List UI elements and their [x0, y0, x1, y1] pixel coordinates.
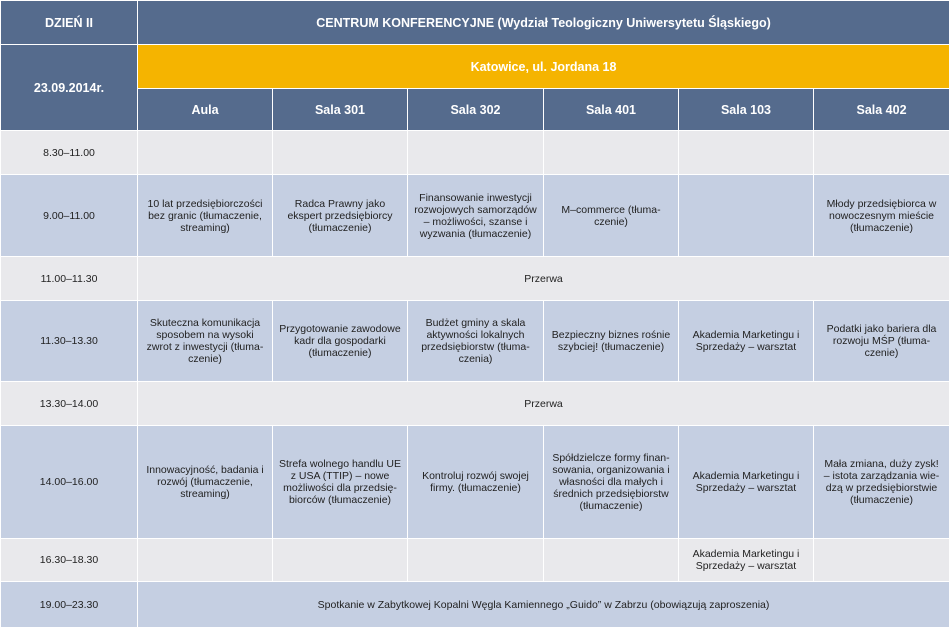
session-cell: [679, 131, 814, 175]
table-row: [1, 175, 949, 257]
table-row: [1, 582, 949, 628]
session-cell: Akademia Marketingu i Sprzedaży – warsztat: [679, 426, 814, 539]
session-cell: Mała zmiana, duży zysk! – istota zarządzania wie-dzą w przedsiębiorstwie (tłumaczenie): [814, 426, 949, 539]
session-cell: Młody przedsiębiorca w nowoczesnym mieście (tłumaczenie): [814, 175, 949, 257]
session-cell: [273, 539, 408, 582]
time-slot: 11.30–13.30: [1, 301, 138, 382]
venue-title: CENTRUM KONFERENCYJNE (Wydział Teologiczny Uniwersytetu Śląskiego): [138, 1, 949, 45]
session-cell: [679, 175, 814, 257]
session-cell: [544, 539, 679, 582]
table-row: [1, 301, 949, 382]
time-slot: 9.00–11.00: [1, 175, 138, 257]
break-cell: Przerwa: [138, 382, 949, 426]
table-row: [1, 257, 949, 301]
session-cell: [408, 131, 544, 175]
time-slot: 19.00–23.30: [1, 582, 138, 628]
session-cell: 10 lat przedsiębiorczości bez granic (tłumaczenie, streaming): [138, 175, 273, 257]
time-slot: 13.30–14.00: [1, 382, 138, 426]
session-cell: M–commerce (tłuma-czenie): [544, 175, 679, 257]
day-label: DZIEŃ II: [1, 1, 138, 45]
session-cell: Strefa wolnego handlu UE z USA (TTIP) – nowe możliwości dla przedsię-biorców (tłumaczenie): [273, 426, 408, 539]
session-cell: Budżet gminy a skala aktywności lokalnych przedsiębiorstw (tłuma-czenia): [408, 301, 544, 382]
time-slot: 11.00–11.30: [1, 257, 138, 301]
date-label: 23.09.2014r.: [1, 45, 138, 131]
session-cell: Skuteczna komunikacja sposobem na wysoki zwrot z inwestycji (tłuma-czenie): [138, 301, 273, 382]
session-cell: Finansowanie inwestycji rozwojowych samorządów – możliwości, szanse i wyzwania (tłumaczenie): [408, 175, 544, 257]
session-cell: Innowacyjność, badania i rozwój (tłumaczenie, streaming): [138, 426, 273, 539]
break-cell: Przerwa: [138, 257, 949, 301]
time-slot: 16.30–18.30: [1, 539, 138, 582]
session-cell: Podatki jako bariera dla rozwoju MŚP (tłuma-czenie): [814, 301, 949, 382]
session-cell: [408, 539, 544, 582]
session-cell: Przygotowanie zawodowe kadr dla gospodarki (tłumaczenie): [273, 301, 408, 382]
time-slot: 14.00–16.00: [1, 426, 138, 539]
room-header-sala-301: Sala 301: [273, 89, 408, 131]
session-cell: [814, 131, 949, 175]
room-header-aula: Aula: [138, 89, 273, 131]
table-row: [1, 426, 949, 539]
room-header-sala-402: Sala 402: [814, 89, 949, 131]
time-slot: 8.30–11.00: [1, 131, 138, 175]
session-cell: Bezpieczny biznes rośnie szybciej! (tłumaczenie): [544, 301, 679, 382]
table-row: [1, 539, 949, 582]
session-cell: Kontroluj rozwój swojej firmy. (tłumaczenie): [408, 426, 544, 539]
evening-event-cell: Spotkanie w Zabytkowej Kopalni Węgla Kamiennego „Guido” w Zabrzu (obowiązują zaproszenia): [138, 582, 949, 628]
session-cell: Spółdzielcze formy finan-sowania, organizowania i własności dla małych i średnich przedsiębiorstw (tłumaczenie): [544, 426, 679, 539]
room-header-sala-103: Sala 103: [679, 89, 814, 131]
session-cell: [273, 131, 408, 175]
session-cell: [138, 131, 273, 175]
table-row: [1, 382, 949, 426]
session-cell: Akademia Marketingu i Sprzedaży – warsztat: [679, 301, 814, 382]
room-header-sala-401: Sala 401: [544, 89, 679, 131]
venue-address: Katowice, ul. Jordana 18: [138, 45, 949, 89]
session-cell: [138, 539, 273, 582]
session-cell: Akademia Marketingu i Sprzedaży – warsztat: [679, 539, 814, 582]
session-cell: [544, 131, 679, 175]
room-header-sala-302: Sala 302: [408, 89, 544, 131]
table-row: [1, 131, 949, 175]
session-cell: [814, 539, 949, 582]
session-cell: Radca Prawny jako ekspert przedsiębiorcy (tłumaczenie): [273, 175, 408, 257]
